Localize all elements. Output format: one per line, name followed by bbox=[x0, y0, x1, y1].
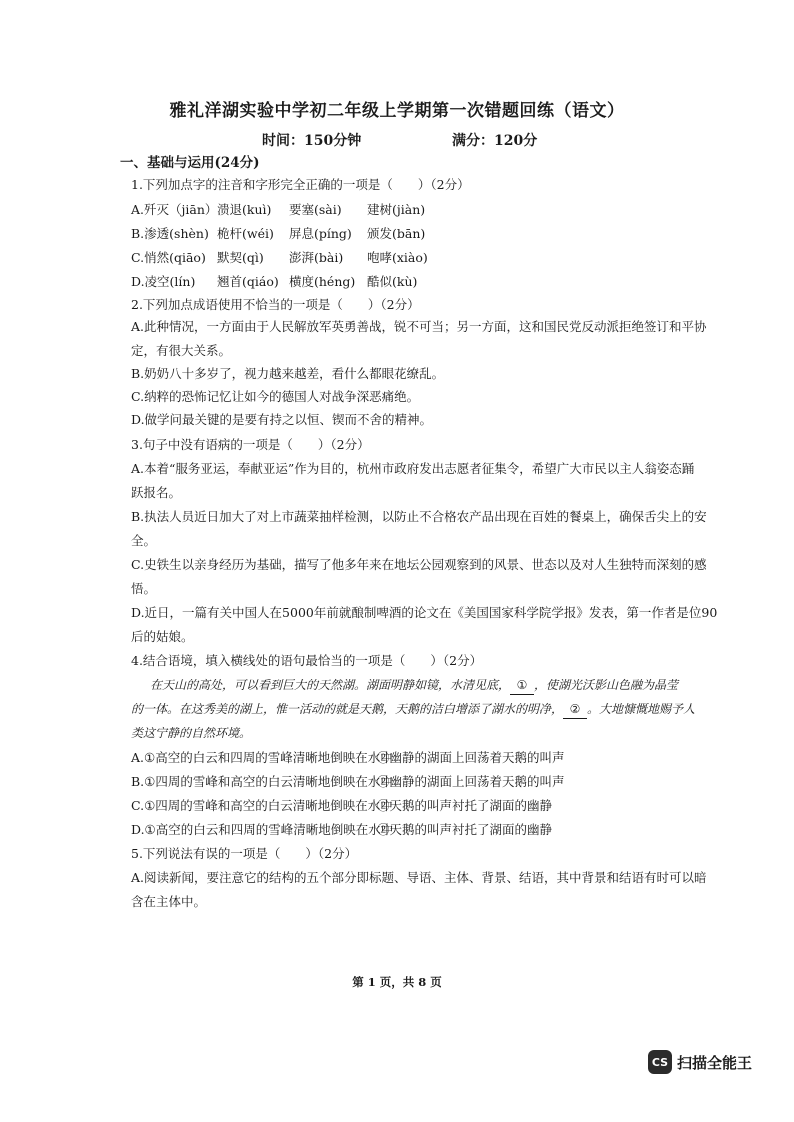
q3-option-d-cont: 后的姑娘。 bbox=[131, 629, 194, 644]
page-number: 第 1 页，共 8 页 bbox=[352, 975, 442, 989]
q5-option-a: A.阅读新闻，要注意它的结构的五个部分即标题、导语、主体、背景、结语，其中背景和结语有时可以暗 bbox=[131, 870, 707, 885]
exam-time: 时间：150分钟 bbox=[262, 133, 362, 149]
q4-option-part-1: D.①高空的白云和四周的雪峰清晰地倒映在水中 bbox=[131, 822, 394, 837]
q4-passage-text: 在天山的高处，可以看到巨大的天然湖。湖面明静如镜，水清见底， bbox=[150, 678, 511, 692]
q1-option: 建树(jiàn) bbox=[367, 202, 426, 217]
question-5-stem: 5.下列说法有误的一项是（ ）（2分） bbox=[131, 846, 358, 861]
q4-passage-text: 。大地慷慨地赐予人 bbox=[587, 702, 696, 716]
q4-option-part-2: ②幽静的湖面上回荡着天鹅的叫声 bbox=[377, 774, 565, 789]
q4-blank-1: ① bbox=[510, 676, 534, 695]
exam-title: 雅礼洋湖实验中学初二年级上学期第一次错题回练（语文） bbox=[169, 101, 625, 121]
q2-option-a-cont: 定，有很大关系。 bbox=[131, 343, 232, 358]
q2-option-d: D.做学问最关键的是要有持之以恒、锲而不舍的精神。 bbox=[131, 412, 433, 427]
exam-full-score: 满分：120分 bbox=[452, 133, 538, 149]
q4-passage-text: 的一体。在这秀美的湖上，惟一活动的就是天鹅，天鹅的洁白增添了湖水的明净， bbox=[131, 702, 564, 716]
section-heading: 一、基础与运用(24分) bbox=[120, 155, 260, 171]
scanner-watermark bbox=[648, 1048, 752, 1076]
q4-passage-line-3: 类这宁静的自然环境。 bbox=[131, 726, 252, 740]
q3-option-c-cont: 悟。 bbox=[131, 581, 157, 596]
question-1-stem: 1.下列加点字的注音和字形完全正确的一项是（ ）（2分） bbox=[131, 177, 470, 192]
question-2-stem: 2.下列加点成语使用不恰当的一项是（ ）（2分） bbox=[131, 297, 420, 312]
q1-option: 溃退(kuì) bbox=[217, 202, 272, 217]
q2-option-a: A.此种情况，一方面由于人民解放军英勇善战，锐不可当；另一方面，这和国民党反动派拒绝签订和平协 bbox=[131, 319, 707, 334]
q4-option-part-1: B.①四周的雪峰和高空的白云清晰地倒映在水中 bbox=[131, 774, 393, 789]
q3-option-c: C.史铁生以亲身经历为基础，描写了他多年来在地坛公园观察到的风景、世态以及对人生独特而深刻的感 bbox=[131, 557, 707, 572]
q1-option: 横度(héng) bbox=[289, 274, 356, 289]
q5-option-a-cont: 含在主体中。 bbox=[131, 894, 207, 909]
q1-option: 颁发(bān) bbox=[367, 226, 426, 241]
q4-option-part-2: ②天鹅的叫声衬托了湖面的幽静 bbox=[377, 822, 553, 837]
q4-passage-line-2 bbox=[131, 700, 696, 719]
q4-passage-line-1 bbox=[150, 676, 679, 695]
question-3-stem: 3.句子中没有语病的一项是（ ）（2分） bbox=[131, 437, 370, 452]
q3-option-d: D.近日，一篇有关中国人在5000年前就酿制啤酒的论文在《美国国家科学院学报》发表，第一作者是位90 bbox=[131, 605, 718, 620]
q4-option-part-2: ②天鹅的叫声衬托了湖面的幽静 bbox=[377, 798, 553, 813]
q4-option-part-1: A.①高空的白云和四周的雪峰清晰地倒映在水中 bbox=[131, 750, 393, 765]
q2-option-b: B.奶奶八十多岁了，视力越来越差，看什么都眼花缭乱。 bbox=[131, 366, 445, 381]
camscanner-logo-icon: CS bbox=[648, 1050, 672, 1074]
q1-option: 要塞(sài) bbox=[289, 202, 342, 217]
q3-option-a-cont: 跃报名。 bbox=[131, 485, 182, 500]
q2-option-c: C.纳粹的恐怖记忆让如今的德国人对战争深恶痛绝。 bbox=[131, 389, 420, 404]
q4-option-part-1: C.①四周的雪峰和高空的白云清晰地倒映在水中 bbox=[131, 798, 393, 813]
q1-option: D.凌空(lín) bbox=[131, 274, 196, 289]
q4-blank-2: ② bbox=[563, 700, 587, 719]
q1-option: 屏息(píng) bbox=[289, 226, 352, 241]
q1-option: 酷似(kù) bbox=[367, 274, 418, 289]
question-4-stem: 4.结合语境，填入横线处的语句最恰当的一项是（ ）（2分） bbox=[131, 653, 483, 668]
q1-option: A.歼灭（jiān） bbox=[131, 202, 218, 217]
q1-option: B.渗透(shèn) bbox=[131, 226, 209, 241]
watermark-text: 扫描全能王 bbox=[677, 1053, 753, 1072]
q1-option: 桅杆(wéi) bbox=[217, 226, 274, 241]
q3-option-b-cont: 全。 bbox=[131, 533, 157, 548]
q1-option: 澎湃(bài) bbox=[289, 250, 344, 265]
q4-passage-text: ，使湖光沃影山色融为晶莹 bbox=[534, 678, 679, 692]
q1-option: 默契(qì) bbox=[217, 250, 264, 265]
q4-option-part-2: ②幽静的湖面上回荡着天鹅的叫声 bbox=[377, 750, 565, 765]
q1-option: 咆哮(xiào) bbox=[367, 250, 428, 265]
q3-option-b: B.执法人员近日加大了对上市蔬菜抽样检测，以防止不合格农产品出现在百姓的餐桌上，确保舌尖上的安 bbox=[131, 509, 707, 524]
q1-option: C.悄然(qiāo) bbox=[131, 250, 206, 265]
q3-option-a: A.本着“服务亚运，奉献亚运”作为目的，杭州市政府发出志愿者征集令，希望广大市民以主人翁姿态踊 bbox=[131, 461, 695, 476]
q1-option: 翘首(qiáo) bbox=[217, 274, 279, 289]
